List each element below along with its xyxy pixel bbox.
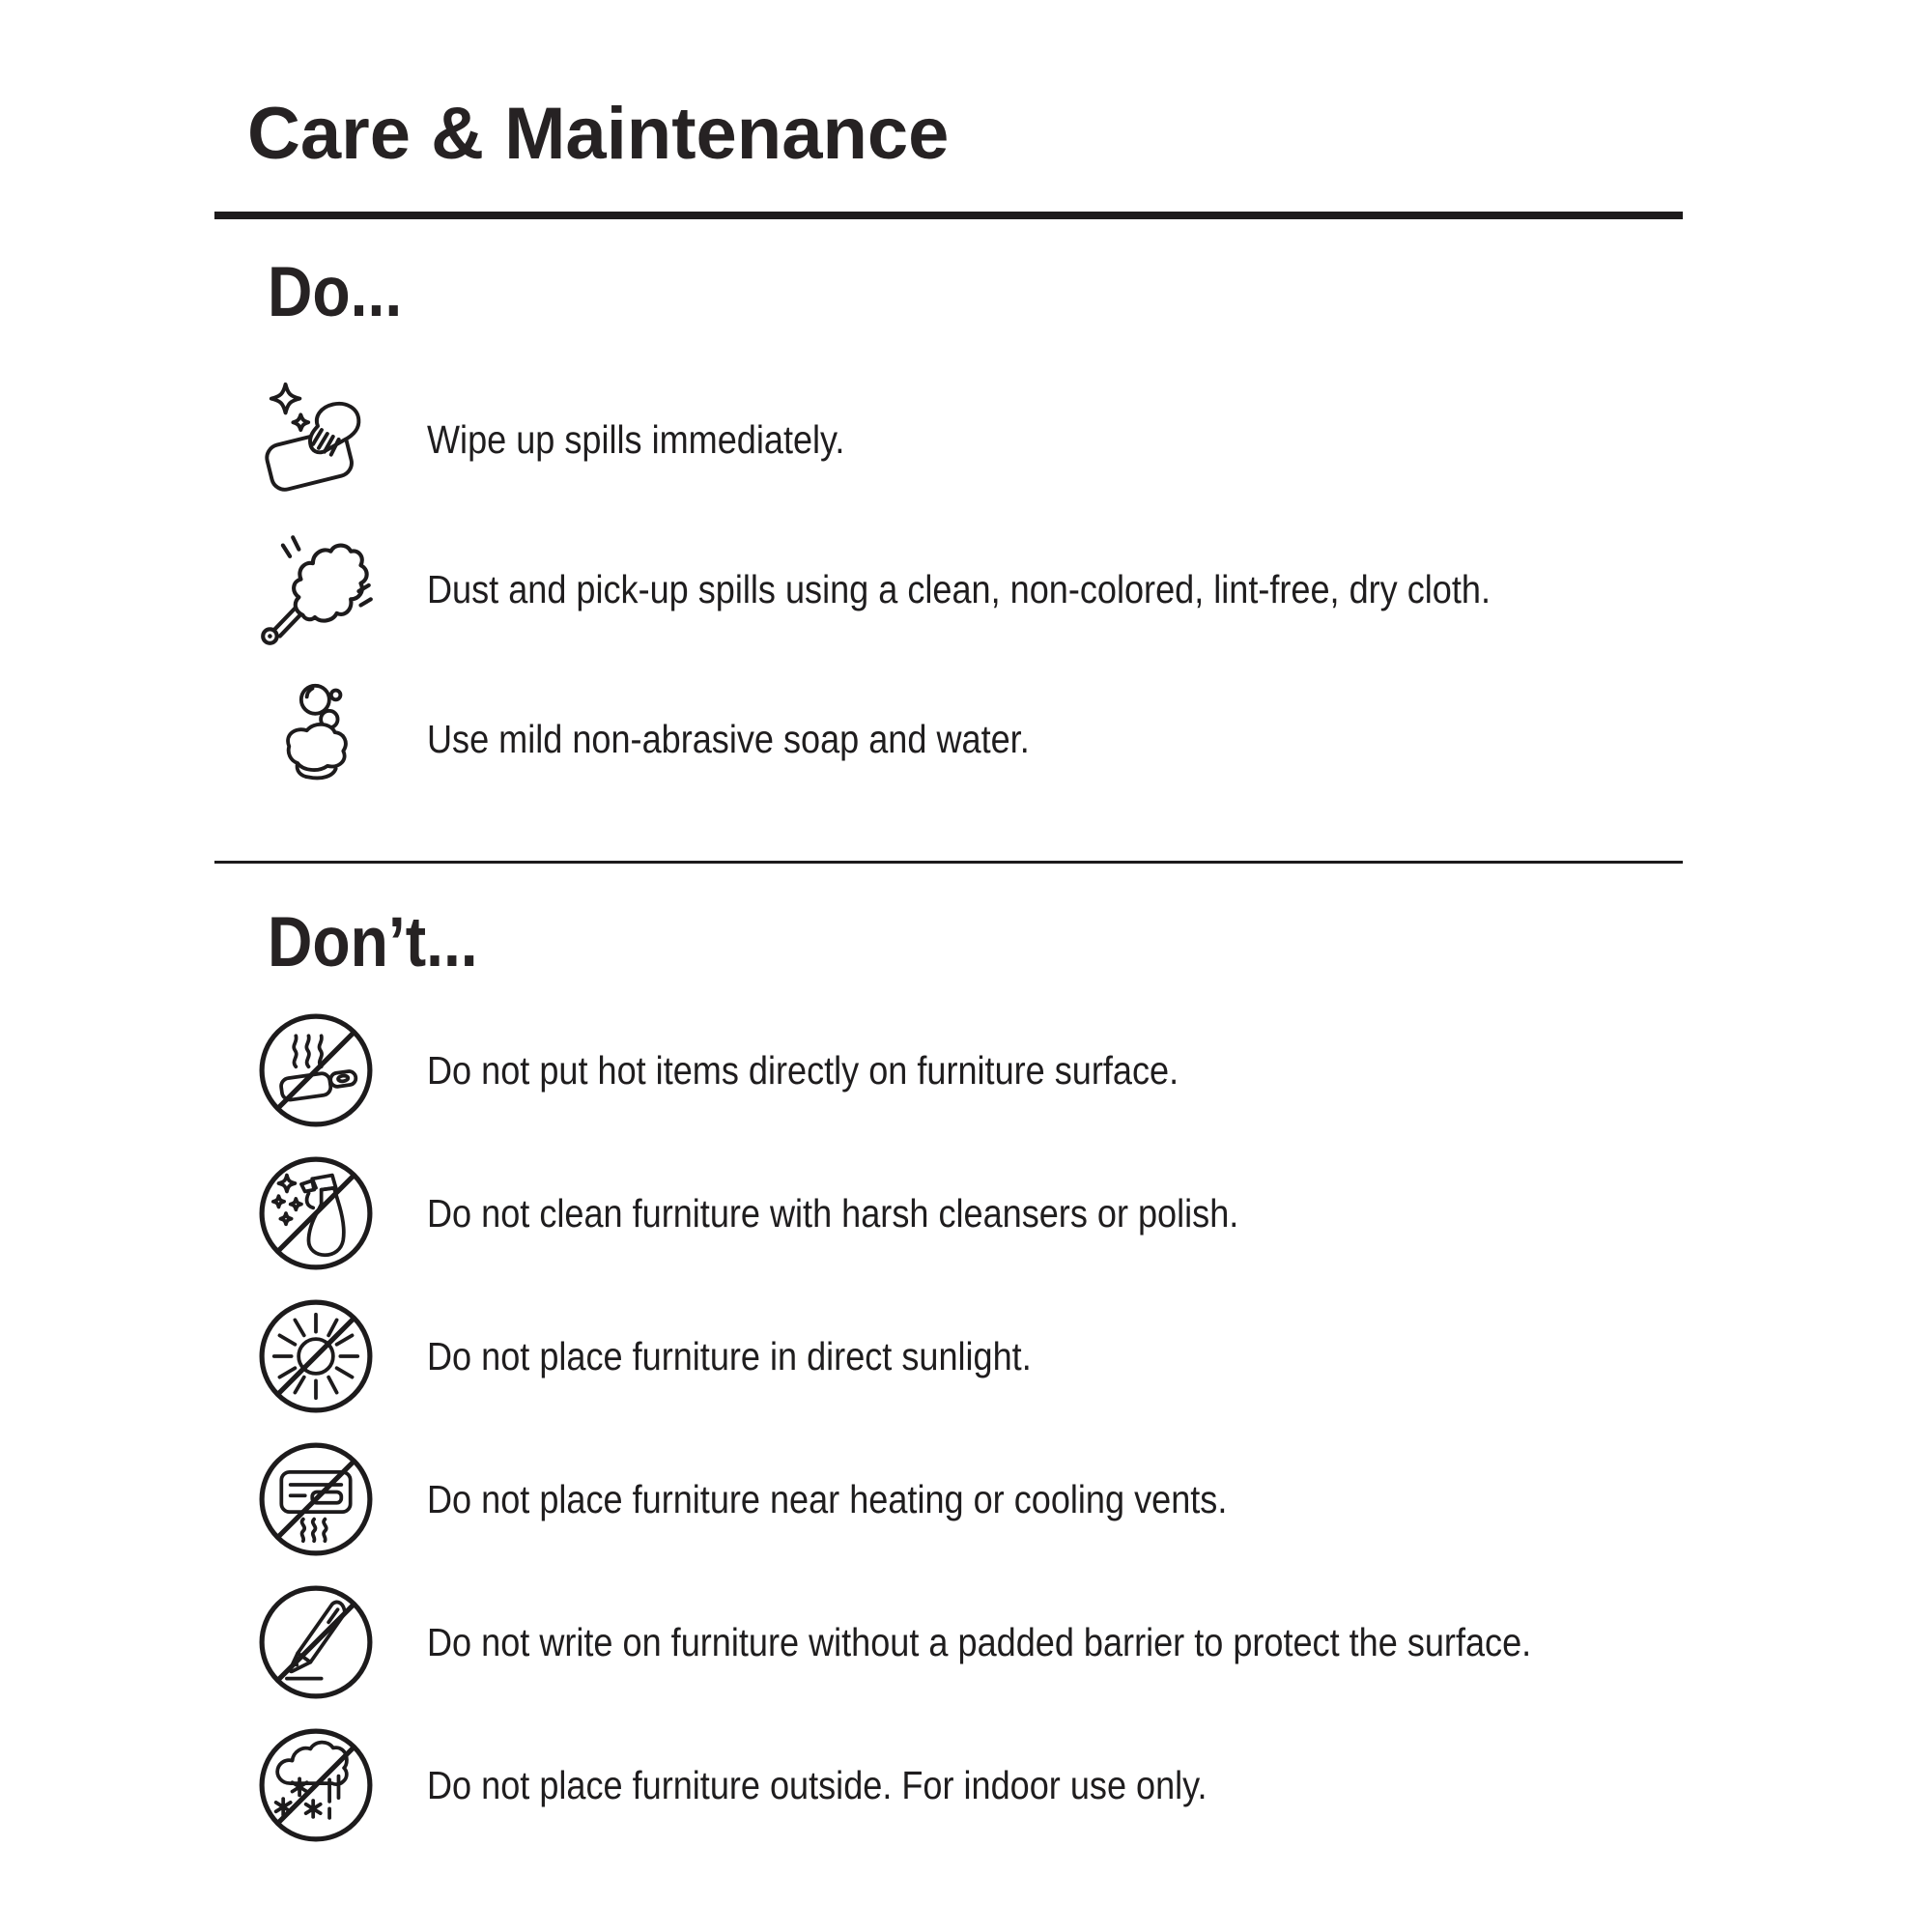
care-warning: Do not place furniture in direct sunlight. xyxy=(427,1334,1032,1378)
care-instruction: Dust and pick-up spills using a clean, non-colored, lint-free, dry cloth. xyxy=(427,567,1491,611)
care-instruction: Use mild non-abrasive soap and water. xyxy=(427,717,1030,761)
care-instruction: Wipe up spills immediately. xyxy=(427,417,845,462)
no-hot-items-icon xyxy=(256,1010,376,1135)
no-heating-cooling-vents-icon xyxy=(256,1439,376,1564)
care-warning: Do not write on furniture without a padded barrier to protect the surface. xyxy=(427,1620,1532,1664)
no-writing-icon xyxy=(256,1582,376,1707)
care-warning: Do not place furniture outside. For indoor use only. xyxy=(427,1763,1208,1807)
title-underline xyxy=(214,212,1683,219)
no-outdoor-use-icon xyxy=(256,1725,376,1850)
care-warning: Do not place furniture near heating or cooling vents. xyxy=(427,1477,1228,1521)
no-harsh-cleansers-icon xyxy=(256,1153,376,1278)
wipe-hand-icon xyxy=(261,379,375,497)
care-warning: Do not put hot items directly on furniture surface. xyxy=(427,1048,1179,1093)
section-divider xyxy=(214,861,1683,864)
no-direct-sunlight-icon xyxy=(256,1296,376,1421)
dont-section-heading: Don’t... xyxy=(268,903,478,981)
soap-bubbles-icon xyxy=(269,676,381,799)
care-warning: Do not clean furniture with harsh cleansers or polish. xyxy=(427,1191,1239,1236)
feather-duster-icon xyxy=(257,529,377,654)
page-title: Care & Maintenance xyxy=(247,93,950,175)
do-section-heading: Do... xyxy=(268,253,403,331)
